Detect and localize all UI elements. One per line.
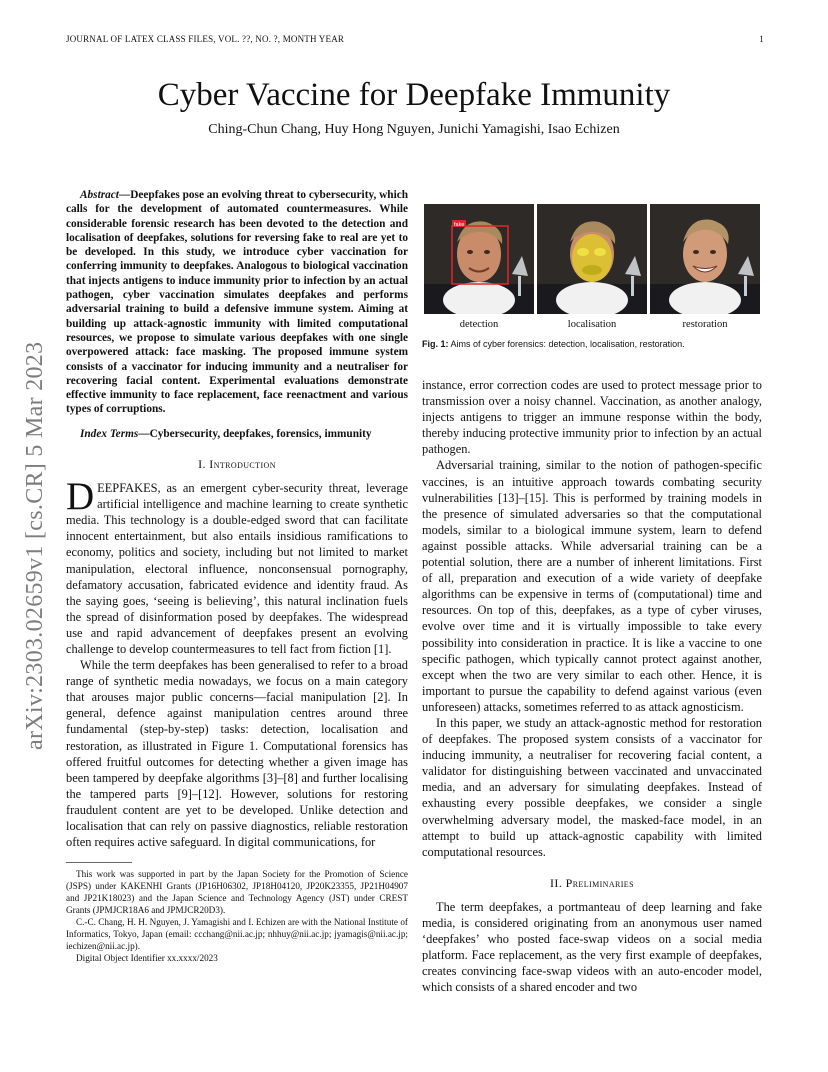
- right-body: [422, 377, 762, 995]
- arxiv-stamp-text: arXiv:2303.02659v1 [cs.CR] 5 Mar 2023: [22, 341, 48, 750]
- subcaption-detection: detection: [459, 319, 499, 330]
- right-column: [422, 200, 762, 995]
- intro-paragraph-1: DEEPFAKES, as an emergent cyber-security threat, leverage artificial intelligence and machine learning to create synthetic media. This technology is a double-edged sword that can facilitate innocent entertainment, but also entails insidious ramifications to economy, politics and society, including but not limited to market manipulation, electoral influence, nonconsensual pornography, defamatory accusation, fabricated evidence and identity fraud. As the saying goes, ‘seeing is believing’, this natural inclination fuels the spread of disinformation posed by deepfakes. The widespread use and rapid advancement of deepfakes present an evolving challenge to develop countermeasures to tell fact from fiction [1].: [66, 475, 408, 656]
- detection-image: [424, 204, 534, 314]
- footnote-affiliation: C.-C. Chang, H. H. Nguyen, J. Yamagishi and I. Echizen are with the National Institute of Informatics, Tokyo, Japan (email: ccchang@nii.ac.jp; nhhuy@nii.ac.jp; jyamagis@nii.ac.jp; iechizen@nii.ac.jp).: [66, 917, 408, 952]
- right-paragraph-2: Adversarial training, similar to the notion of pathogen-specific vaccines, is an intuitive approach towards combating security vulnerabilities [13]–[15]. This is performed by training models in the presence of simulated adversaries so that the computational models, similar to a biological immune system, learn to defend against possible attacks. While adversarial training can be a potential solution, there are a number of inherent limitations. First of all, preparation and execution of a wide variety of deepfake algorithms can be expensive in terms of (computational) time and resources. On top of this, deepfakes, as a type of cyber viruses, evolve over time and it is virtually impossible to take every possibility into consideration in practice. It is like a vaccine to one specific pathogen, which typically cannot protect against another, except when the two are very similar to each other. Hence, it is important to pursue the capability to defend against various (even unforeseen) attacks, sometimes referred to as attack agnosticism.: [422, 458, 762, 714]
- figure-1-caption-text: Aims of cyber forensics: detection, localisation, restoration.: [448, 339, 685, 349]
- index-terms-text: —Cybersecurity, deepfakes, forensics, immunity: [138, 427, 372, 440]
- figure-1-caption-label: Fig. 1:: [422, 339, 449, 349]
- footnote-funding: This work was supported in part by the Japan Society for the Promotion of Science (JSPS) under KAKENHI Grants (JP16H06302, JP18H04120, JP20K23355, JP21H04907 and JP21K18023) and the Japan Science and Technology Agency (JST) under CREST Grants (JPMJCR18A6 and JPMJCR20D3).: [66, 869, 408, 916]
- subcaption-localisation: localisation: [567, 319, 617, 330]
- localisation-image: [537, 204, 647, 314]
- figure-1: [422, 200, 762, 358]
- index-terms-lead: Index Terms: [80, 427, 139, 440]
- abstract: [66, 188, 408, 417]
- detection-box-label: fake: [454, 222, 465, 228]
- figure-1-caption: [422, 339, 685, 349]
- restoration-image: [650, 204, 760, 314]
- preliminaries-paragraph-1: The term deepfakes, a portmanteau of deep learning and fake media, is considered originating from an anonymous user named ‘deepfakes’ who posted face-swap videos on a social media platform. Face replacement, as the very first example of deepfakes, creates convincing face-swap videos with an auto-encoder model, which consists of a shared encoder and two: [422, 899, 762, 995]
- intro-paragraph-2: While the term deepfakes has been generalised to refer to a broad range of synthetic media nowadays, we focus on a main category that arouses major public concerns—facial manipulation [2]. In general, defence against manipulation centres around three fundamental (step-by-step) tasks: detection, localisation and restoration, as illustrated in Figure 1. Computational forensics has offered fruitful outcomes for detecting whether a given image has been tampered by deepfake algorithms [3]–[8] and further localising the tampered parts [9]–[12]. However, solutions for restoring fraudulent content are yet to be developed. Unlike detection and localisation that can rely on passive diagnostics, reliable restoration often requires active safeguard. In digital communications, for: [66, 658, 408, 850]
- page-number: 1: [759, 34, 764, 44]
- section-title-introduction: I. Introduction: [198, 457, 276, 472]
- running-head-text: JOURNAL OF LATEX CLASS FILES, VOL. ??, NO. ?, MONTH YEAR: [66, 34, 345, 44]
- abstract-text: —Deepfakes pose an evolving threat to cybersecurity, which calls for the development of automated countermeasures. While considerable forensic research has been devoted to the detection and localisation of deepfakes, solutions for reversing fake to real are yet to be developed. In this study, we introduce cyber vaccination for conferring immunity to deepfakes. Analogous to biological vaccination that injects antigens to induce immunity prior to infection by an actual pathogen, cyber vaccination simulates deepfakes and performs adversarial training to build a defensive immune system. Aiming at building up attack-agnostic immunity with limited computational resources, we propose to simulate various deepfakes with one single overpowered attack: face masking. The proposed immune system consists of a vaccinator for inducing immunity and a neutraliser for recovering facial content. Experimental evaluations demonstrate effective immunity to face replacement, face reenactment and various types of corruptions.: [66, 189, 409, 416]
- right-paragraph-3: In this paper, we study an attack-agnostic method for restoration of deepfakes. The proposed system consists of a vaccinator for inducing immunity, a neutraliser for recovering facial content, a validator for distinguishing between vaccinated and unvaccinated media, and an adversary for simulating deepfakes. Instead of exhausting every possible deepfakes, we consider a single overwhelming adversary model, the masked-face model, in an attempt to build up attack-agnostic capability with limited computational resources.: [422, 715, 762, 859]
- section-title-preliminaries: II. Preliminaries: [550, 875, 634, 890]
- arxiv-stamp: [22, 290, 50, 750]
- index-terms: [66, 427, 408, 441]
- author-list: Ching-Chun Chang, Huy Hong Nguyen, Junichi Yamagishi, Isao Echizen: [208, 122, 620, 137]
- running-head: [66, 34, 764, 48]
- footnote-rule: [66, 862, 132, 863]
- subcaption-restoration: restoration: [682, 319, 728, 330]
- footnote-doi: Digital Object Identifier xx.xxxx/2023: [76, 953, 218, 964]
- left-column: [66, 188, 408, 964]
- paper-title: Cyber Vaccine for Deepfake Immunity: [157, 77, 671, 113]
- right-paragraph-1: instance, error correction codes are used to protect message prior to transmission over a noisy channel. Vaccination, as another analogy, injects antigens to trigger an immune response within the body, thereby inducing protective immunity prior to infection by an actual pathogen.: [422, 378, 762, 457]
- abstract-lead: Abstract: [80, 189, 119, 201]
